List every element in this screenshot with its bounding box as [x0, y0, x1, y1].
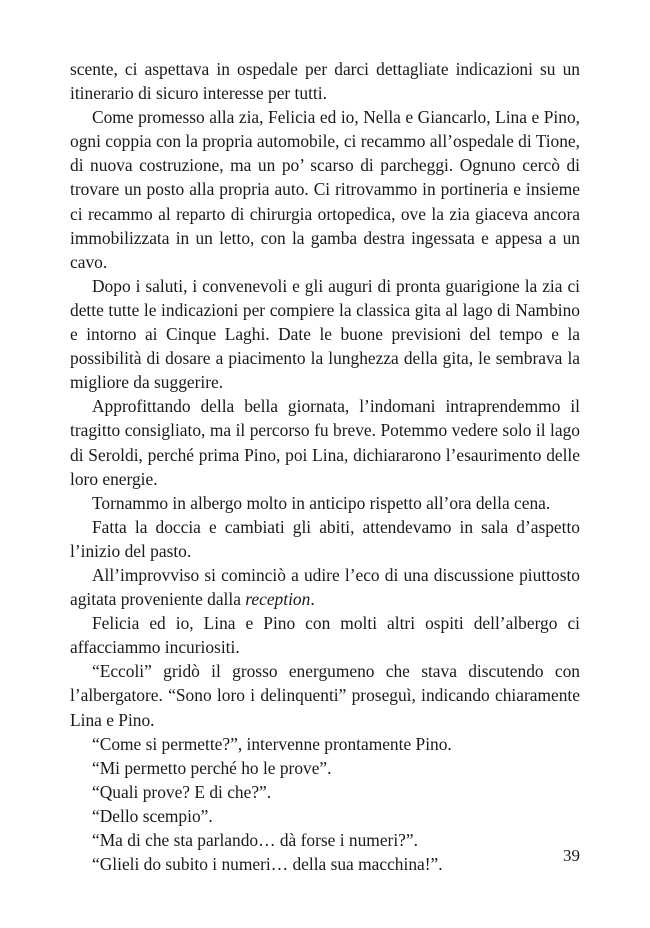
- paragraph-hospital-visit: Come promesso alla zia, Felicia ed io, Nella e Giancarlo, Lina e Pino, ogni coppia con la propria automobile, ci recammo all’ospedale di Tione, di nuova costruzione, ma un po’ scarso di parcheggi. Ognuno cercò di trovare un posto alla propria auto. Ci ritrovammo in portineria e insieme ci recammo al reparto di chirurgia ortopedica, ove la zia giaceva ancora immobilizzata in un letto, con la gamba destra ingessata e appesa a un cavo.: [70, 107, 580, 272]
- paragraph-waiting-dinner: Fatta la doccia e cambiati gli abiti, attendevamo in sala d’aspetto l’inizio del pasto.: [70, 516, 580, 561]
- paragraph-short-trip: Approfittando della bella giornata, l’indomani intraprendemmo il tragitto consigliato, ma il percorso fu breve. Potemmo vedere solo il lago di Seroldi, perché prima Pino, poi Lina, dichiararono l’esaurimento delle loro energie.: [70, 396, 580, 489]
- dialogue-line: “Quali prove? E di che?”.: [92, 781, 272, 802]
- dialogue-line: “Ma di che sta parlando… dà forse i numeri?”.: [92, 830, 418, 850]
- paragraph-discussion-end: .: [310, 589, 315, 610]
- dialogue-line: “Dello scempio”.: [92, 805, 213, 826]
- paragraph-discussion: [70, 563, 580, 611]
- paragraph-accusation: “Eccoli” gridò il grosso energumeno che stava discutendo con l’albergatore. “Sono loro i delinquenti” proseguì, indicando chiaramente Lina e Pino.: [70, 661, 580, 730]
- page-number: 39: [563, 846, 580, 865]
- dialogue-line: “Mi permetto perché ho le prove”.: [92, 757, 332, 778]
- paragraph-curious-guests: Felicia ed io, Lina e Pino con molti altri ospiti dell’albergo ci affacciammo incuriositi.: [70, 613, 580, 658]
- reception-emphasis: reception: [245, 589, 311, 610]
- dialogue-line: “Glieli do subito i numeri… della sua macchina!”.: [92, 854, 443, 875]
- paragraph-return-hotel: Tornammo in albergo molto in anticipo rispetto all’ora della cena.: [92, 492, 551, 513]
- page-body: [70, 57, 580, 876]
- paragraph-continuation: scente, ci aspettava in ospedale per darci dettagliate indicazioni su un itinerario di sicuro interesse per tutti.: [70, 59, 580, 104]
- paragraph-trip-directions: Dopo i saluti, i convenevoli e gli auguri di pronta guarigione la zia ci dette tutte le indicazioni per compiere la classica gita al lago di Nambino e intorno ai Cinque Laghi. Date le buone previsioni del tempo e la possibilità di dosare a piacimento la lunghezza della gita, le sembrava la migliore da suggerire.: [70, 275, 580, 393]
- paragraph-discussion-text: All’improvviso si cominciò a udire l’eco di una discussione piuttosto agitata proveniente dalla: [70, 564, 580, 610]
- dialogue-line: “Come si permette?”, intervenne prontamente Pino.: [92, 733, 452, 754]
